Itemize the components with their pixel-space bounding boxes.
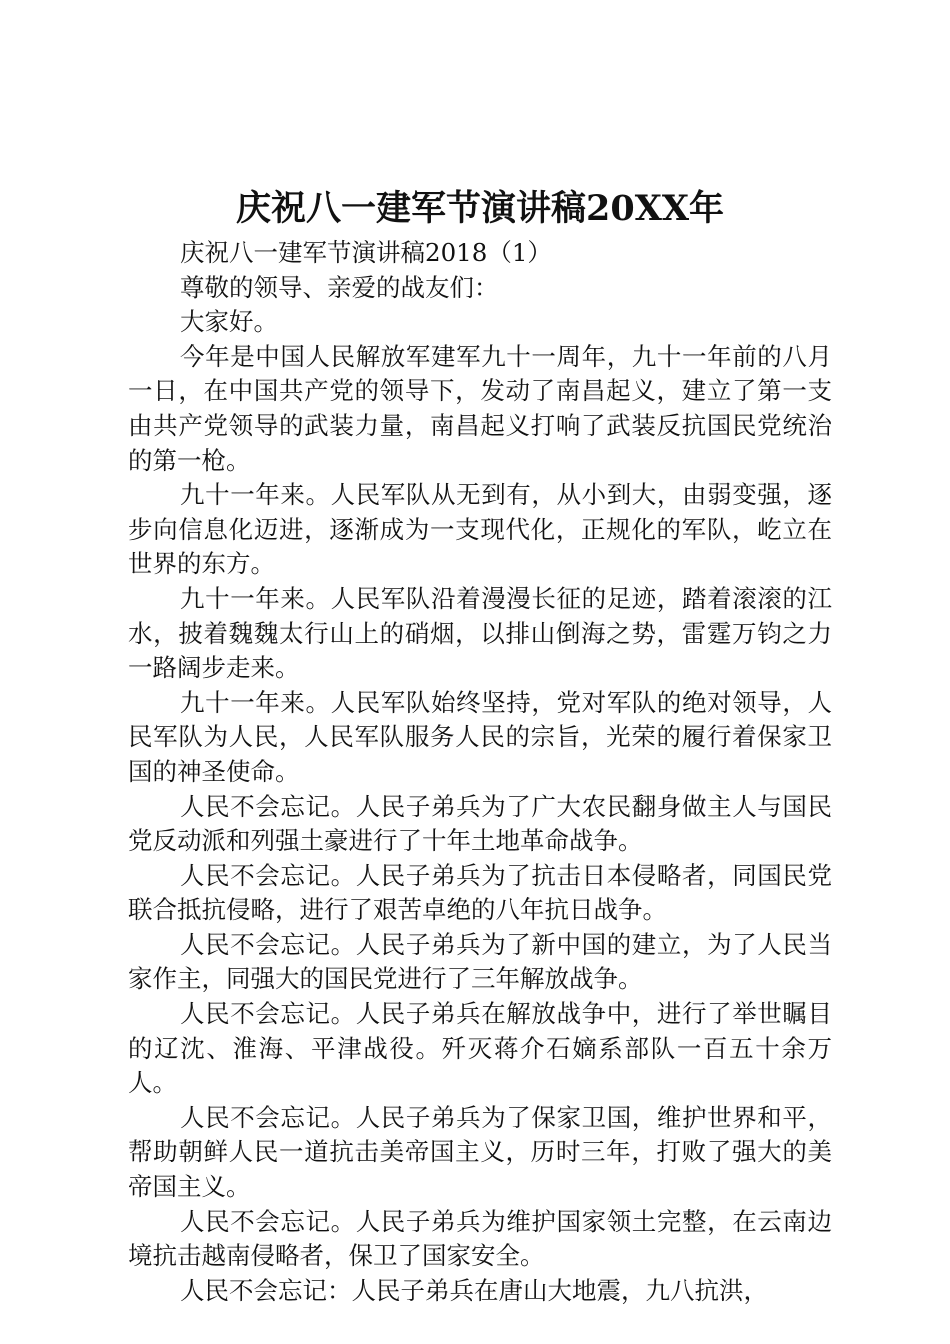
document-body <box>128 236 832 1308</box>
paragraph: 人民不会忘记。人民子弟兵为了广大农民翻身做主人与国民党反动派和列强土豪进行了十年土地革命战争。 <box>128 791 832 856</box>
paragraph: 九十一年来。人民军队从无到有，从小到大，由弱变强，逐步向信息化迈进，逐渐成为一支现代化，正规化的军队，屹立在世界的东方。 <box>128 480 832 579</box>
paragraph: 九十一年来。人民军队沿着漫漫长征的足迹，踏着滚滚的江水，披着魏魏太行山上的硝烟，以排山倒海之势，雷霆万钧之力一路阔步走来。 <box>128 583 832 683</box>
paragraph: 人民不会忘记。人民子弟兵为了新中国的建立，为了人民当家作主，同强大的国民党进行了三年解放战争。 <box>128 929 832 994</box>
paragraph: 人民不会忘记。人民子弟兵为维护国家领土完整，在云南边境抗击越南侵略者，保卫了国家安全。 <box>128 1206 832 1271</box>
paragraph: 人民不会忘记。人民子弟兵为了抗击日本侵略者，同国民党联合抵抗侵略，进行了艰苦卓绝的八年抗日战争。 <box>128 860 832 925</box>
paragraph: 尊敬的领导、亲爱的战友们： <box>180 272 499 302</box>
document-title: 庆祝八一建军节演讲稿20XX年 <box>235 188 725 229</box>
paragraph: 九十一年来。人民军队始终坚持，党对军队的绝对领导，人民军队为人民，人民军队服务人民的宗旨，光荣的履行着保家卫国的神圣使命。 <box>128 687 832 786</box>
paragraph: 今年是中国人民解放军建军九十一周年，九十一年前的八月一日，在中国共产党的领导下，发动了南昌起义，建立了第一支由共产党领导的武装力量，南昌起义打响了武装反抗国民党统治的第一枪。 <box>128 341 832 475</box>
paragraph: 人民不会忘记：人民子弟兵在唐山大地震，九八抗洪， <box>180 1275 768 1305</box>
paragraph: 人民不会忘记。人民子弟兵在解放战争中，进行了举世瞩目的辽沈、淮海、平津战役。歼灭蒋介石嫡系部队一百五十余万人。 <box>128 999 832 1098</box>
paragraph: 大家好。 <box>180 307 278 337</box>
paragraph: 人民不会忘记。人民子弟兵为了保家卫国，维护世界和平，帮助朝鲜人民一道抗击美帝国主义，历时三年，打败了强大的美帝国主义。 <box>128 1102 832 1202</box>
paragraph: 庆祝八一建军节演讲稿2018（1） <box>180 238 552 267</box>
